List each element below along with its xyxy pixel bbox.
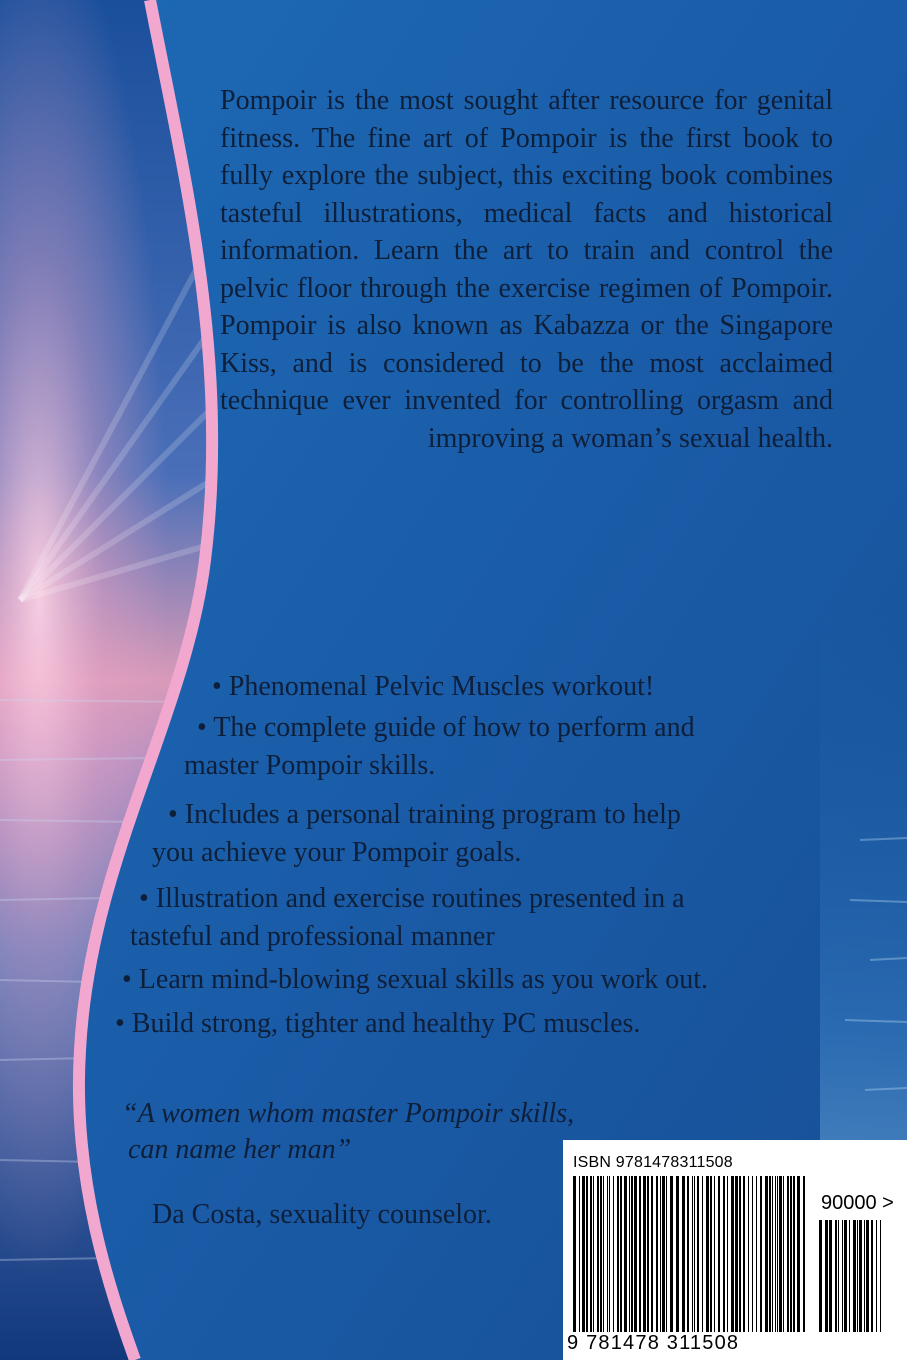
isbn-barcode (563, 1140, 907, 1360)
bullet-line: • Build strong, tighter and healthy PC muscles. (115, 1008, 641, 1039)
quote-attribution: Da Costa, sexuality counselor. (152, 1199, 492, 1230)
bullet-item (197, 710, 695, 746)
bullet-item (152, 835, 521, 871)
bullet-item (184, 748, 435, 784)
bullet-line: master Pompoir skills. (184, 750, 436, 781)
bullet-item (139, 881, 685, 917)
pull-quote (122, 1096, 574, 1168)
bullet-item (115, 1006, 640, 1042)
bullet-item (122, 962, 708, 998)
book-description (220, 82, 833, 457)
bullet-item (168, 797, 681, 833)
quote-line: “A women whom master Pompoir skills, (122, 1098, 575, 1129)
bullet-line: • Illustration and exercise routines presented in a (139, 883, 685, 914)
isbn-digits: 9 781478 311508 (567, 1332, 740, 1354)
bullet-line: • Learn mind-blowing sexual skills as you work out. (122, 964, 709, 995)
bullet-item (130, 919, 495, 955)
bullet-line: tasteful and professional manner (130, 921, 495, 952)
price-code: 90000 > (821, 1192, 894, 1214)
addon-barcode-bars (819, 1220, 881, 1332)
bullet-line: • Includes a personal training program to help (168, 799, 681, 830)
bullet-line: • The complete guide of how to perform and (197, 712, 695, 743)
description-paragraph: Pompoir is the most sought after resource for genital fitness. The fine art of Pompoir is the first book to fully explore the subject, this exciting book combines tasteful illustrations, medical facts and historical information. Learn the art to train and control the pelvic floor through the exercise regimen of Pompoir. Pompoir is also known as Kabazza or the Singapore Kiss, and is considered to be the most acclaimed technique ever invented for controlling orgasm and improving a woman’s sexual health. (220, 85, 833, 454)
barcode-bars (573, 1176, 805, 1332)
bullet-item (212, 669, 654, 705)
bullet-line: • Phenomenal Pelvic Muscles workout! (212, 671, 655, 702)
quote-line: can name her man” (128, 1134, 352, 1165)
isbn-label: ISBN 9781478311508 (573, 1154, 733, 1171)
bullet-line: you achieve your Pompoir goals. (152, 837, 522, 868)
